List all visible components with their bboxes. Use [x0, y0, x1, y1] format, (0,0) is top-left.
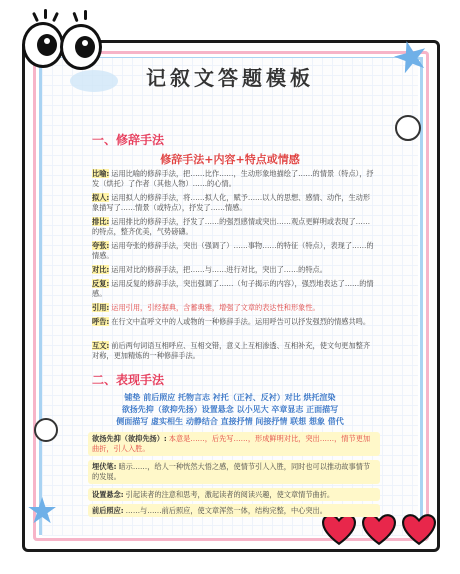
- rhetoric-item: 比喻: 运用比喻的修辞手法，把……比作……，生动形象地描绘了……的情景（特点），抒发（烘托）了作者（其他人物）……的心情。: [92, 169, 374, 188]
- techniques-list-line: 铺垫 前后照应 托物言志 衬托（正衬、反衬）对比 烘托渲染: [124, 393, 336, 402]
- technique-item: 前后照应: ……与……前后照应，使文章浑然一体，结构完整，中心突出。: [92, 506, 327, 515]
- rhetoric-item: 拟人: 运用拟人的修辞手法，将……拟人化，赋予……以人的思想、感情、动作，生动形象描写了……情景（或特点），抒发了……情感。: [92, 193, 371, 212]
- rhetoric-item: 排比: 运用排比的修辞手法，抒发了……的强烈感情或突出……观点更鲜明或表现了……的特点，整齐优美，气势磅礴。: [92, 217, 371, 236]
- heart-icon: [322, 514, 356, 546]
- page-title: 记叙文答题模板: [146, 66, 314, 90]
- star-icon: ★: [26, 491, 59, 532]
- section-heading-rhetoric: 一、修辞手法: [92, 133, 165, 147]
- rhetoric-item: 反复: 运用反复的修辞手法，突出强调了……（句子揭示的内容），强烈地表达了……的情感。: [92, 279, 374, 298]
- eyelash-icon: [44, 9, 47, 19]
- techniques-list-line: 欲扬先抑（欲抑先扬）设置悬念 以小见大 卒章显志 正面描写: [121, 405, 339, 414]
- technique-item: 埋伏笔: 暗示……，给人一种恍然大悟之感，使情节引人入胜，同时也可以推动故事情节的发展。: [92, 462, 371, 481]
- eyelash-icon: [32, 12, 39, 22]
- eyelash-icon: [52, 12, 59, 22]
- section-heading-techniques: 二、表现手法: [92, 373, 165, 387]
- section-subtitle: 修辞手法+内容+特点或情感: [160, 153, 300, 166]
- star-icon: ★: [386, 27, 436, 86]
- rhetoric-item: 呼告: 在行文中直呼文中的人或物的一种修辞手法。运用呼告可以抒发强烈的情感共鸣。: [92, 317, 371, 326]
- rhetoric-item: 引用: 运用引用，引经据典，含蓄典雅，增强了文章的表达性和形象性。: [92, 303, 320, 312]
- rhetoric-item: 对比: 运用对比的修辞手法，把……与……进行对比，突出了……的特点。: [92, 265, 327, 274]
- technique-item: 设置悬念: 引起读者的注意和思考，激起读者的阅读兴趣，使文章情节曲折。: [92, 490, 335, 499]
- eyelash-icon: [72, 12, 78, 22]
- heart-icon: [402, 514, 436, 546]
- rhetoric-item: 夸张: 运用夸张的修辞手法，突出（强调了）……事物……的特征（特点），表现了……的情感。: [92, 241, 374, 260]
- eyelash-icon: [84, 10, 87, 20]
- cartoon-face-icon: [395, 115, 421, 141]
- rhetoric-item: 互文: 前后两句词语互相呼应、互相交错，意义上互相渗透、互相补充，使文句更加整齐对称，更加精炼的一种修辞手法。: [92, 341, 371, 360]
- techniques-list-line: 侧面描写 虚实相生 动静结合 直接抒情 间接抒情 联想 想象 借代: [116, 417, 344, 426]
- technique-item: 欲扬先抑（欲抑先扬）: 本意是……，后先写……，形成鲜明对比，突出……，情节更加曲折，引人入胜。: [92, 434, 371, 453]
- heart-icon: [362, 514, 396, 546]
